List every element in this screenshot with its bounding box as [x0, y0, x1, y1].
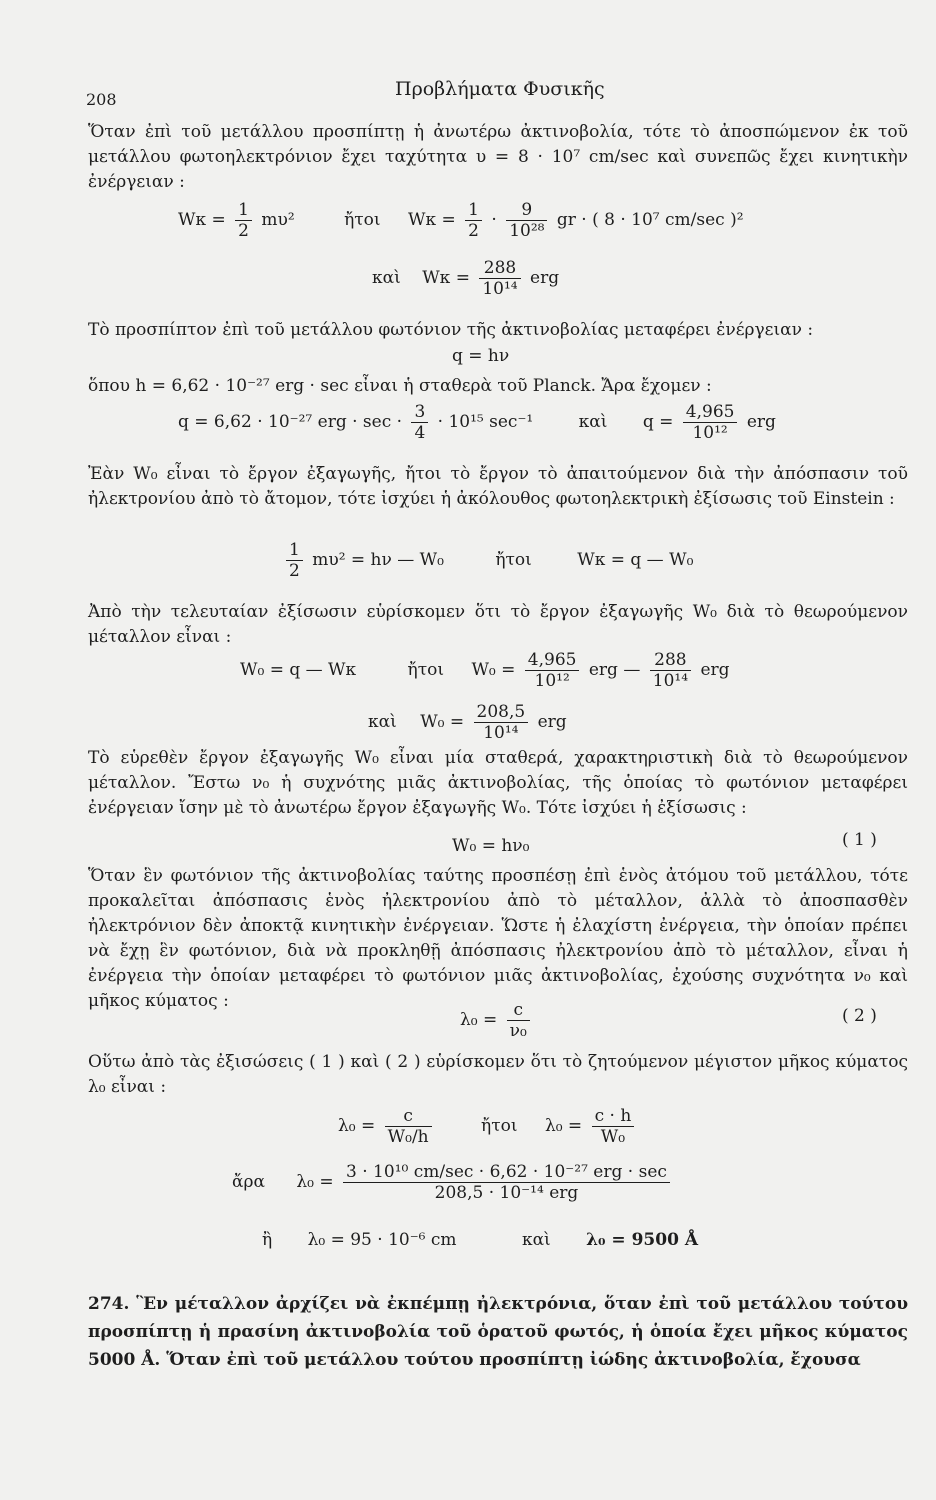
equation-wavelength	[338, 1106, 638, 1147]
denominator: 10¹⁴	[483, 723, 519, 743]
eq-term: λ₀ =	[296, 1172, 334, 1192]
numerator: 288	[479, 258, 520, 279]
equation-wavelength-result	[262, 1230, 698, 1250]
eq-term: W₀ = hν₀	[452, 836, 530, 856]
eq-term: q =	[642, 412, 674, 432]
equation-2	[460, 1000, 534, 1041]
fraction	[592, 1106, 635, 1147]
equation-1-number: ( 1 )	[842, 830, 877, 850]
numerator: 3 · 10¹⁰ cm/sec · 6,62 · 10⁻²⁷ erg · sec	[343, 1162, 670, 1183]
eq-term: λ₀ =	[460, 1010, 498, 1030]
eq-connector: ἤτοι	[495, 550, 532, 570]
eq-connector: ἤτοι	[481, 1116, 518, 1136]
fraction	[465, 200, 482, 241]
fraction	[343, 1162, 670, 1203]
eq-term: q = 6,62 · 10⁻²⁷ erg · sec ·	[178, 412, 403, 432]
fraction	[385, 1106, 432, 1147]
eq-term: ·	[491, 210, 497, 230]
equation-work-result	[368, 702, 567, 743]
fraction	[650, 650, 691, 691]
eq-term: Wκ =	[407, 210, 456, 230]
eq-term: W₀ = q — Wκ	[240, 660, 357, 680]
eq-term: Wκ =	[422, 268, 470, 288]
equation-photon-energy: q = hν	[452, 346, 510, 366]
eq-connector: ἤτοι	[407, 660, 445, 680]
numerator: 208,5	[474, 702, 529, 723]
final-result: λ₀ = 9500 Å	[586, 1230, 699, 1250]
eq-connector: ἤτοι	[344, 210, 381, 230]
problem-274	[88, 1290, 908, 1374]
denominator: 10¹²	[534, 671, 570, 691]
fraction	[479, 258, 520, 299]
denominator: W₀	[600, 1127, 626, 1147]
fraction	[474, 702, 529, 743]
fraction	[506, 200, 547, 241]
problem-number: 274.	[88, 1294, 130, 1314]
denominator: 4	[414, 423, 426, 443]
eq-connector: καὶ	[521, 1230, 551, 1250]
eq-term: λ₀ =	[544, 1116, 583, 1136]
fraction	[411, 402, 428, 443]
eq-unit: erg	[700, 660, 730, 680]
denominator: 2	[289, 561, 300, 581]
equation-kinetic-result	[372, 258, 559, 299]
denominator: 10¹²	[692, 423, 728, 443]
denominator: 2	[468, 221, 479, 241]
paragraph-5: Ἀπὸ τὴν τελευταίαν ἐξίσωσιν εὑρίσκομεν ὅτι τὸ ἔργον ἐξαγωγῆς W₀ διὰ τὸ θεωρούμενον μέταλλον εἶναι :	[88, 602, 908, 647]
denominator: 10²⁸	[509, 221, 545, 241]
denominator: 10¹⁴	[482, 279, 518, 299]
paragraph-6: Τὸ εὑρεθὲν ἔργον ἐξαγωγῆς W₀ εἶναι μία σταθερά, χαρακτηριστικὴ διὰ τὸ θεωρούμενον μέταλλον. Ἔστω ν₀ ἡ συχνότης μιᾶς ἀκτινοβολίας, τῆς ὁποίας τὸ φωτόνιον μεταφέρει ἐνέργειαν ἴσην μὲ τὸ ἀνωτέρω ἔργον ἐξαγωγῆς W₀. Τότε ἰσχύει ἡ ἐξίσωσις :	[88, 748, 908, 818]
numerator: c · h	[592, 1106, 635, 1127]
eq-unit: erg	[746, 412, 776, 432]
eq-term: · 10¹⁵ sec⁻¹	[437, 412, 534, 432]
numerator: 3	[411, 402, 428, 423]
eq-term: λ₀ =	[338, 1116, 376, 1136]
fraction	[683, 402, 738, 443]
paragraph-8: Οὕτω ἀπὸ τὰς ἐξισώσεις ( 1 ) καὶ ( 2 ) εὑρίσκομεν ὅτι τὸ ζητούμενον μέγιστον μῆκος κύματος λ₀ εἶναι :	[88, 1052, 908, 1097]
fraction	[507, 1000, 530, 1041]
eq-connector: ἢ	[262, 1230, 273, 1250]
denominator: ν₀	[509, 1021, 527, 1041]
eq-term: mυ²	[261, 210, 295, 230]
eq-term: gr · ( 8 · 10⁷ cm/sec )²	[556, 210, 744, 230]
numerator: 288	[650, 650, 691, 671]
eq-connector: καὶ	[578, 412, 608, 432]
paragraph-2: Τὸ προσπίπτον ἐπὶ τοῦ μετάλλου φωτόνιον τῆς ἀκτινοβολίας μεταφέρει ἐνέργειαν :	[88, 320, 814, 340]
eq-term: Wκ = q — W₀	[577, 550, 694, 570]
eq-connector: καὶ	[372, 268, 401, 288]
equation-photon-value	[178, 402, 776, 443]
denominator: W₀/h	[387, 1127, 429, 1147]
eq-term: W₀ =	[420, 712, 465, 732]
fraction	[286, 540, 303, 581]
eq-term: W₀ =	[471, 660, 516, 680]
denominator: 10¹⁴	[652, 671, 689, 691]
eq-unit: erg	[537, 712, 567, 732]
fraction	[235, 200, 252, 241]
numerator: 1	[465, 200, 482, 221]
eq-term: Wκ =	[178, 210, 226, 230]
eq-term: mυ² = hν — W₀	[312, 550, 444, 570]
eq-unit: erg	[530, 268, 560, 288]
numerator: c	[507, 1000, 530, 1021]
equation-wavelength-value	[232, 1162, 674, 1203]
eq-term: λ₀ = 95 · 10⁻⁶ cm	[307, 1230, 457, 1250]
page-number: 208	[86, 90, 117, 109]
equation-einstein	[282, 540, 693, 581]
equation-2-number: ( 2 )	[842, 1006, 877, 1026]
paragraph-4: Ἐὰν W₀ εἶναι τὸ ἔργον ἐξαγωγῆς, ἤτοι τὸ ἔργον τὸ ἀπαιτούμενον διὰ τὴν ἀπόσπασιν τοῦ ἠλεκτρονίου ἀπὸ τὸ ἄτομον, τότε ἰσχύει ἡ ἀκόλουθος φωτοηλεκτρικὴ ἐξίσωσις τοῦ Einstein :	[88, 464, 908, 509]
paragraph-1: Ὅταν ἐπὶ τοῦ μετάλλου προσπίπτῃ ἡ ἀνωτέρω ἀκτινοβολία, τότε τὸ ἀποσπώμενον ἐκ τοῦ μετάλλου φωτοηλεκτρόνιον ἔχει ταχύτητα υ = 8 · 10⁷ cm/sec καὶ συνεπῶς ἔχει κινητικὴν ἐνέργειαν :	[88, 122, 908, 192]
numerator: 4,965	[683, 402, 738, 423]
eq-term: erg —	[588, 660, 641, 680]
numerator: 4,965	[525, 650, 580, 671]
numerator: 1	[235, 200, 252, 221]
equation-1	[452, 836, 529, 856]
numerator: c	[385, 1106, 432, 1127]
denominator: 2	[238, 221, 249, 241]
equation-kinetic-energy	[178, 200, 744, 241]
paragraph-7: Ὅταν ἓν φωτόνιον τῆς ἀκτινοβολίας ταύτης προσπέσῃ ἐπὶ ἑνὸς ἀτόμου τοῦ μετάλλου, τότε προκαλεῖται ἀπόσπασις ἑνὸς ἠλεκτρονίου ἀπὸ τὸ μέταλλον, ἀλλὰ τὸ ἀποσπασθὲν ἠλεκτρόνιον δὲν ἀποκτᾷ κινητικὴν ἐνέργειαν. Ὥστε ἡ ἐλαχίστη ἐνέργεια, τὴν ὁποίαν πρέπει νὰ ἔχῃ ἓν φωτόνιον, διὰ νὰ προκληθῇ ἀπόσπασις ἠλεκτρονίου ἀπὸ τὸ μέταλλον, εἶναι ἡ ἐνέργεια τὴν ὁποίαν μεταφέρει τὸ φωτόνιον μιᾶς ἀκτινοβολίας, ἐχούσης συχνότητα ν₀ καὶ μῆκος κύματος :	[88, 866, 908, 1011]
running-title: Προβλήματα Φυσικῆς	[395, 78, 605, 100]
eq-connector: καὶ	[368, 712, 397, 732]
paragraph-3: ὅπου h = 6,62 · 10⁻²⁷ erg · sec εἶναι ἡ σταθερὰ τοῦ Planck. Ἄρα ἔχομεν :	[88, 376, 712, 396]
equation-work-function	[240, 650, 730, 691]
eq-connector: ἄρα	[232, 1172, 265, 1192]
numerator: 9	[506, 200, 547, 221]
denominator: 208,5 · 10⁻¹⁴ erg	[434, 1183, 579, 1203]
numerator: 1	[286, 540, 303, 561]
problem-text: Ἓν μέταλλον ἀρχίζει νὰ ἐκπέμπῃ ἠλεκτρόνια, ὅταν ἐπὶ τοῦ μετάλλου τούτου προσπίπτῃ ἡ πρασίνη ἀκτινοβολία τοῦ ὁρατοῦ φωτός, ἡ ὁποία ἔχει μῆκος κύματος 5000 Å. Ὅταν ἐπὶ τοῦ μετάλλου τούτου προσπίπτῃ ἰώδης ἀκτινοβολία, ἔχουσα	[88, 1294, 908, 1370]
fraction	[525, 650, 580, 691]
